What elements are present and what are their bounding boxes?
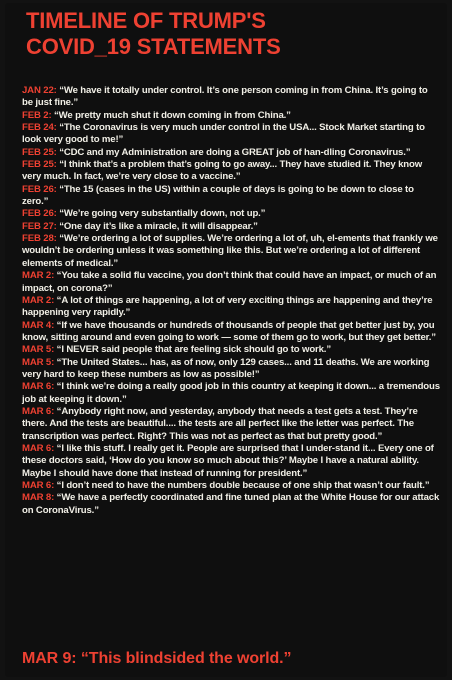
statement-date: FEB 26: — [22, 208, 57, 220]
statement-quote: “We pretty much shut it down coming in from China.” — [54, 109, 291, 121]
final-statement — [22, 649, 447, 669]
statement-entry — [22, 208, 440, 220]
statement-quote: “CDC and my Administration are doing a GREAT job of han-dling Coronavirus.” — [59, 146, 411, 158]
statement-entry — [22, 85, 440, 110]
statement-entry — [22, 381, 440, 406]
statement-date: MAR 2: — [22, 270, 55, 282]
statement-entry — [22, 184, 440, 209]
statement-entry — [22, 221, 440, 233]
statement-entry — [22, 159, 440, 184]
statement-quote: “The Coronavirus is very much under control in the USA... Stock Market starting to look very good to me!” — [22, 122, 425, 146]
title-line-2: COVID_19 STATEMENTS — [26, 34, 281, 59]
statement-quote: “A lot of things are happening, a lot of very exciting things are happening and they’re happening very rapidly.” — [22, 294, 433, 319]
statement-date: MAR 2: — [22, 294, 55, 306]
statement-entry — [22, 344, 440, 356]
statement-date: FEB 25: — [22, 159, 57, 171]
statement-date: FEB 2: — [22, 109, 52, 121]
statement-quote: “Anybody right now, and yesterday, anybody that needs a test gets a test. They’re there. And the tests are beautiful.... the tests are all perfect like the letter was perfect. The transcription was perfect. Right? This was not as perfect as that but pretty good.” — [22, 405, 418, 442]
statement-date: MAR 5: — [22, 344, 55, 356]
statement-quote: “I like this stuff. I really get it. People are surprised that I under-stand it... Every one of these doctors said, ‘How do you know so much about this?’ Maybe I have a natural ability. Maybe I should have done that instead of running for president.” — [22, 442, 434, 479]
statement-quote: “The United States... has, as of now, only 129 cases... and 11 deaths. We are working very hard to keep these numbers as low as possible!” — [22, 356, 430, 380]
statement-date: MAR 5: — [22, 356, 55, 368]
statement-date: MAR 8: — [22, 492, 55, 504]
statement-date: MAR 6: — [22, 405, 55, 417]
statement-date: JAN 22: — [22, 85, 57, 96]
statement-entry — [22, 357, 440, 382]
statement-quote: “We have it totally under control. It’s one person coming in from China. It’s going to be just fine.” — [22, 85, 428, 109]
statement-entry — [22, 122, 440, 147]
statement-date: FEB 28: — [22, 233, 57, 245]
statement-date: FEB 25: — [22, 146, 57, 158]
statement-entry — [22, 270, 440, 295]
statement-entry — [22, 443, 440, 480]
statement-date: MAR 6: — [22, 442, 55, 454]
statement-entry — [22, 110, 440, 122]
statement-date: MAR 4: — [22, 319, 55, 331]
statement-entry — [22, 406, 440, 443]
statement-quote: “I think we’re doing a really good job in this country at keeping it down... a tremendous job at keeping it down.” — [22, 381, 440, 405]
statement-entry — [22, 295, 440, 320]
statement-list — [22, 85, 440, 517]
statement-date: MAR 6: — [22, 381, 55, 393]
statement-date: FEB 26: — [22, 183, 57, 195]
statement-date: MAR 6: — [22, 480, 55, 491]
final-quote: “This blindsided the world.” — [80, 650, 292, 667]
statement-quote: “You take a solid flu vaccine, you don’t think that could have an impact, or much of an impact, on corona?” — [22, 270, 437, 294]
statement-quote: “One day it’s like a miracle, it will disappear.” — [59, 220, 258, 232]
statement-quote: “The 15 (cases in the US) within a couple of days is going to be down to close to zero.” — [22, 183, 414, 208]
statement-quote: “We’re going very substantially down, not up.” — [59, 208, 266, 220]
statement-date: FEB 27: — [22, 220, 57, 232]
statement-date: FEB 24: — [22, 122, 57, 134]
statement-quote: “If we have thousands or hundreds of thousands of people that get better just by, you know, sitting around and even going to work — some of them go to work, but they get better.” — [22, 319, 436, 343]
statement-quote: “We have a perfectly coordinated and fine tuned plan at the White House for our attack on CoronaVirus.” — [22, 492, 440, 516]
statement-quote: “I think that’s a problem that’s going to go away... They have studied it. They know very much. In fact, we’re very close to a vaccine.” — [22, 159, 423, 183]
final-date: MAR 9: — [22, 650, 77, 667]
statement-poster — [5, 3, 447, 677]
statement-entry — [22, 320, 440, 345]
statement-entry — [22, 480, 440, 492]
statement-entry — [22, 147, 440, 159]
statement-quote: “I NEVER said people that are feeling sick should go to work.” — [56, 344, 331, 356]
statement-entry — [22, 492, 440, 517]
statement-entry — [22, 233, 440, 270]
title-line-1: TIMELINE OF TRUMP'S — [26, 8, 266, 33]
statement-quote: “We’re ordering a lot of supplies. We’re ordering a lot of, uh, el-ements that frankly we wouldn’t be ordering unless it was something like this. But we’re ordering a lot of different elements of medical.” — [22, 233, 438, 269]
statement-quote: “I don’t need to have the numbers double because of one ship that wasn’t our fault.” — [56, 480, 430, 491]
